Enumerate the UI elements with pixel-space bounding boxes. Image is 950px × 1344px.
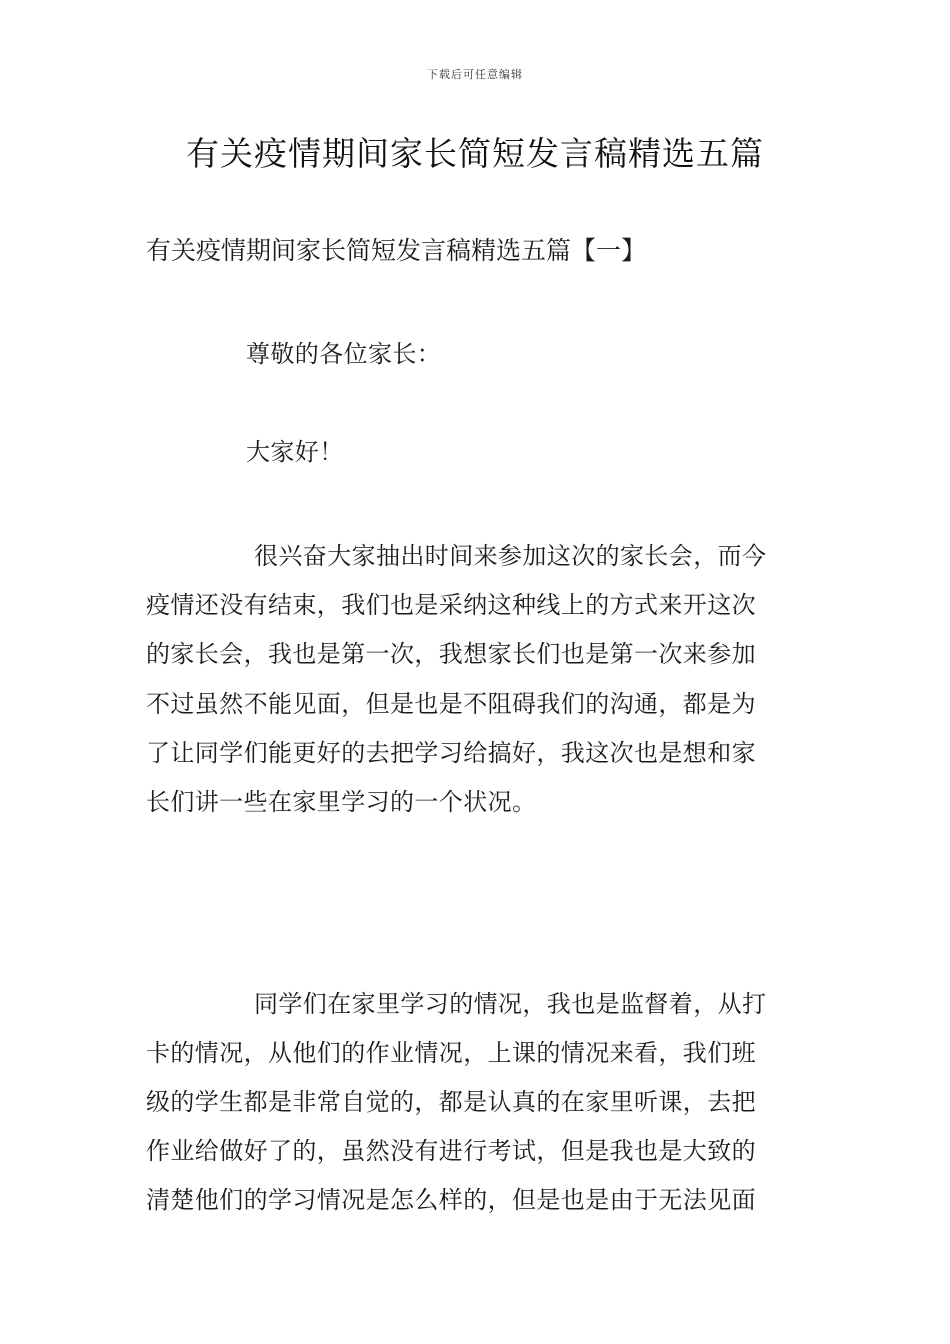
paragraph-2-line: 同学们在家里学习的情况，我也是监督着，从打	[254, 990, 767, 1018]
paragraph-2-line: 清楚他们的学习情况是怎么样的，但是也是由于无法见面	[146, 1186, 756, 1214]
paragraph-2-line: 级的学生都是非常自觉的，都是认真的在家里听课，去把	[146, 1088, 756, 1116]
paragraph-1-line: 很兴奋大家抽出时间来参加这次的家长会，而今	[254, 542, 767, 570]
document-title: 有关疫情期间家长简短发言稿精选五篇	[186, 134, 764, 173]
salutation: 尊敬的各位家长：	[246, 340, 442, 368]
section-heading: 有关疫情期间家长简短发言稿精选五篇【一】	[146, 236, 647, 265]
paragraph-2-line: 卡的情况，从他们的作业情况，上课的情况来看，我们班	[146, 1039, 756, 1067]
greeting: 大家好！	[246, 438, 344, 466]
paragraph-1-line: 的家长会，我也是第一次，我想家长们也是第一次来参加	[146, 640, 756, 668]
paragraph-1-line: 了让同学们能更好的去把学习给搞好，我这次也是想和家	[146, 739, 756, 767]
paragraph-1-line: 疫情还没有结束，我们也是采纳这种线上的方式来开这次	[146, 591, 756, 619]
paragraph-1-line: 长们讲一些在家里学习的一个状况。	[146, 788, 537, 816]
paragraph-1-line: 不过虽然不能见面，但是也是不阻碍我们的沟通，都是为	[146, 690, 756, 718]
paragraph-2-line: 作业给做好了的，虽然没有进行考试，但是我也是大致的	[146, 1137, 756, 1165]
header-note: 下载后可任意编辑	[427, 68, 523, 81]
